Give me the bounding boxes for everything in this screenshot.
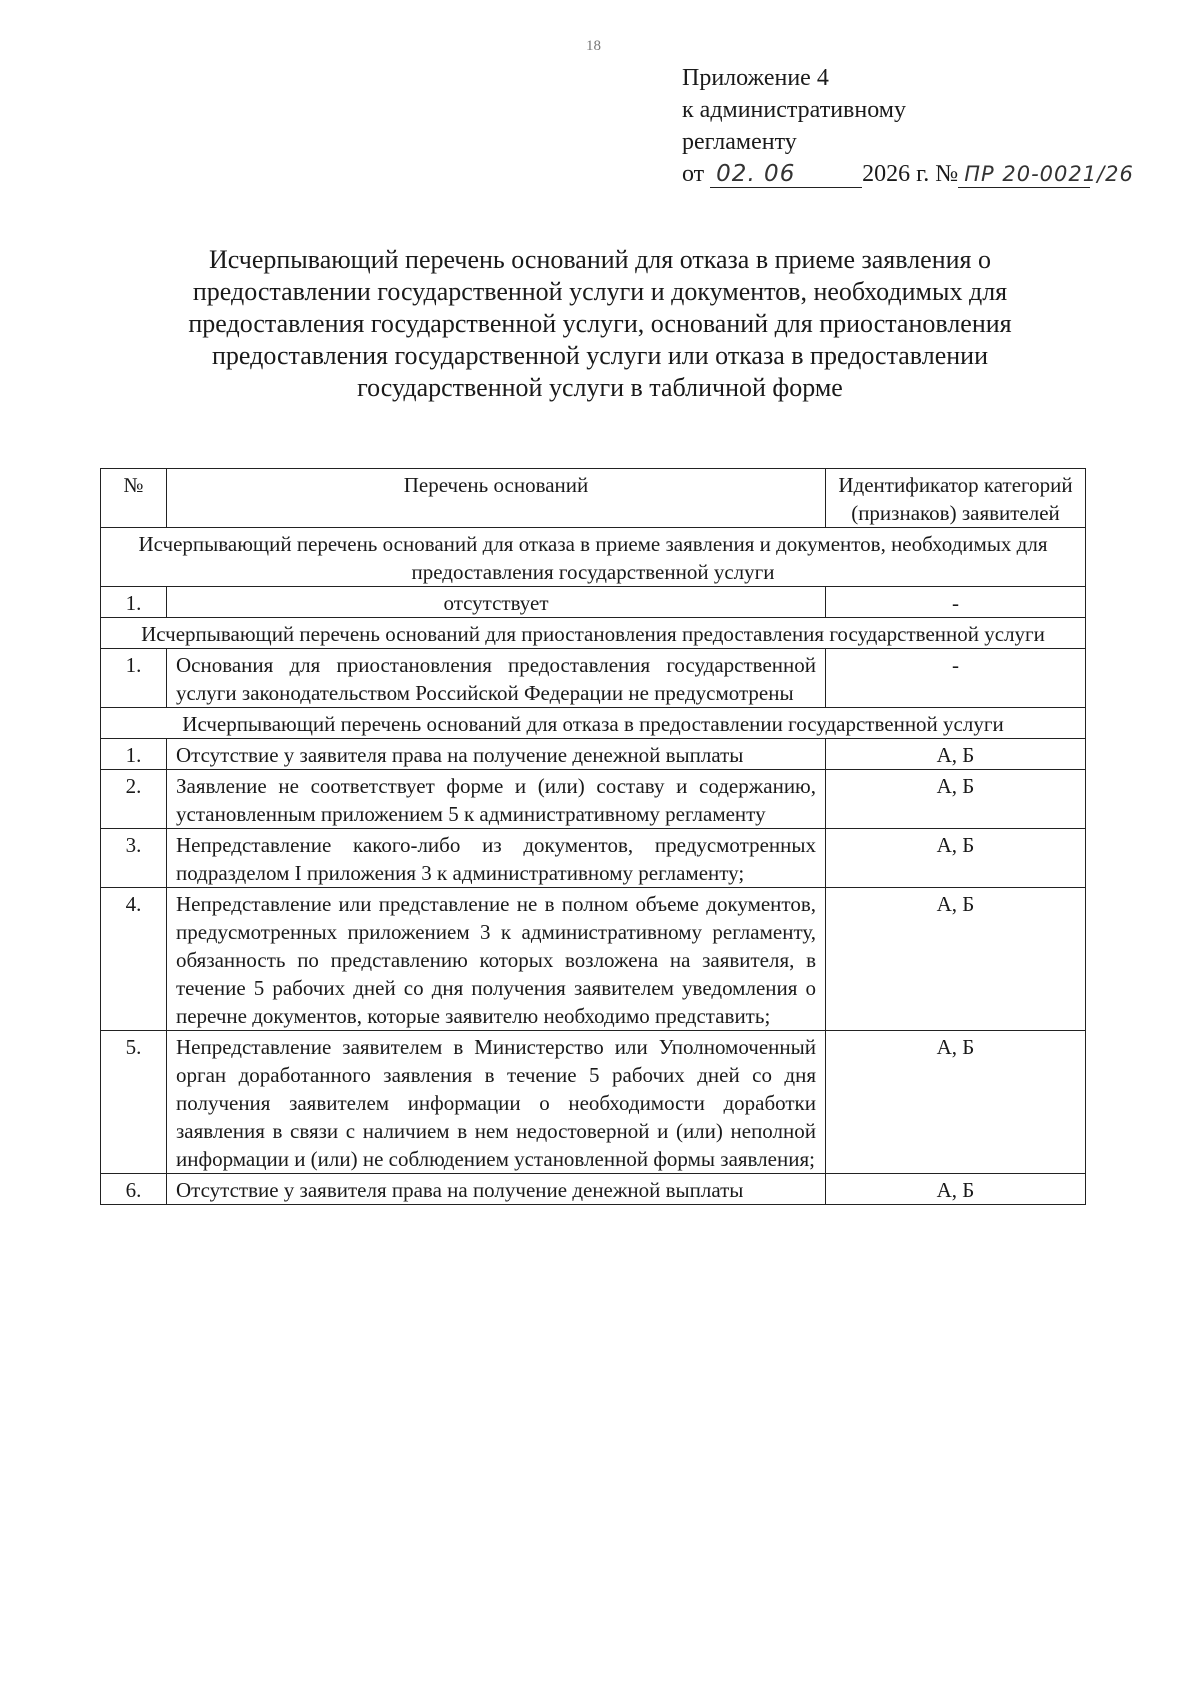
section-row bbox=[101, 708, 1086, 739]
header-text: Перечень оснований bbox=[167, 469, 826, 528]
appendix-line-3: регламенту bbox=[682, 129, 797, 155]
year-label: 2026 г. № bbox=[862, 161, 959, 187]
row-num: 3. bbox=[101, 829, 167, 888]
row-num: 1. bbox=[101, 739, 167, 770]
row-id: А, Б bbox=[826, 1174, 1086, 1205]
row-id: А, Б bbox=[826, 888, 1086, 1031]
row-id: А, Б bbox=[826, 739, 1086, 770]
section-1-title: Исчерпывающий перечень оснований для отказа в приеме заявления и документов, необходимых для предоставления государственной услуги bbox=[101, 528, 1086, 587]
row-num: 1. bbox=[101, 649, 167, 708]
section-3-title: Исчерпывающий перечень оснований для отказа в предоставлении государственной услуги bbox=[101, 708, 1086, 739]
row-num: 4. bbox=[101, 888, 167, 1031]
document-title: Исчерпывающий перечень оснований для отказа в приеме заявления о предоставлении государственной услуги и документов, необходимых для предоставления государственной услуги, оснований для приостановления предоставления государственной услуги или отказа в предоставлении государственной услуги в табличной форме bbox=[188, 245, 1012, 402]
row-text: Непредставление или представление не в полном объеме документов, предусмотренных приложением 3 к административному регламенту, обязанность по представлению которых возложена на заявителя, в течение 5 рабочих дней со дня получения заявителем уведомления о перечне документов, которые заявителю необходимо представить; bbox=[167, 888, 826, 1031]
table-row bbox=[101, 1174, 1086, 1205]
row-text: отсутствует bbox=[167, 587, 826, 618]
handwritten-number: ПР 20-0021/26 bbox=[958, 161, 1090, 188]
appendix-line-1: Приложение 4 bbox=[682, 65, 829, 91]
grounds-table bbox=[100, 468, 1086, 1205]
row-text: Непредставление какого-либо из документов, предусмотренных подразделом I приложения 3 к административному регламенту; bbox=[167, 829, 826, 888]
row-num: 5. bbox=[101, 1031, 167, 1174]
row-id: - bbox=[826, 587, 1086, 618]
section-2-title: Исчерпывающий перечень оснований для приостановления предоставления государственной услуги bbox=[101, 618, 1086, 649]
section-row bbox=[101, 618, 1086, 649]
row-text: Заявление не соответствует форме и (или) составу и содержанию, установленным приложением 5 к административному регламенту bbox=[167, 770, 826, 829]
table-row bbox=[101, 829, 1086, 888]
row-id: А, Б bbox=[826, 829, 1086, 888]
row-text: Непредставление заявителем в Министерство или Уполномоченный орган доработанного заявления в течение 5 рабочих дней со дня получения заявителем информации о необходимости доработки заявления в связи с наличием в нем недостоверной и (или) неполной информации и (или) не соблюдением установленной формы заявления; bbox=[167, 1031, 826, 1174]
handwritten-date: 02. 06 bbox=[710, 161, 862, 188]
row-num: 2. bbox=[101, 770, 167, 829]
header-num: № bbox=[101, 469, 167, 528]
table-row bbox=[101, 1031, 1086, 1174]
appendix-block bbox=[682, 62, 1134, 190]
header-id: Идентификатор категорий (признаков) заявителей bbox=[826, 469, 1086, 528]
row-text: Основания для приостановления предоставления государственной услуги законодательством Российской Федерации не предусмотрены bbox=[167, 649, 826, 708]
row-num: 1. bbox=[101, 587, 167, 618]
section-row bbox=[101, 528, 1086, 587]
row-id: А, Б bbox=[826, 1031, 1086, 1174]
table-row bbox=[101, 587, 1086, 618]
appendix-line-2: к административному bbox=[682, 97, 906, 123]
appendix-date-line bbox=[682, 158, 1134, 190]
table-header-row bbox=[101, 469, 1086, 528]
row-id: - bbox=[826, 649, 1086, 708]
row-num: 6. bbox=[101, 1174, 167, 1205]
row-text: Отсутствие у заявителя права на получение денежной выплаты bbox=[167, 739, 826, 770]
date-prefix: от bbox=[682, 161, 705, 187]
table-row bbox=[101, 888, 1086, 1031]
table-row bbox=[101, 770, 1086, 829]
row-id: А, Б bbox=[826, 770, 1086, 829]
row-text: Отсутствие у заявителя права на получение денежной выплаты bbox=[167, 1174, 826, 1205]
table-row bbox=[101, 649, 1086, 708]
page-number: 18 bbox=[586, 38, 601, 54]
table-row bbox=[101, 739, 1086, 770]
